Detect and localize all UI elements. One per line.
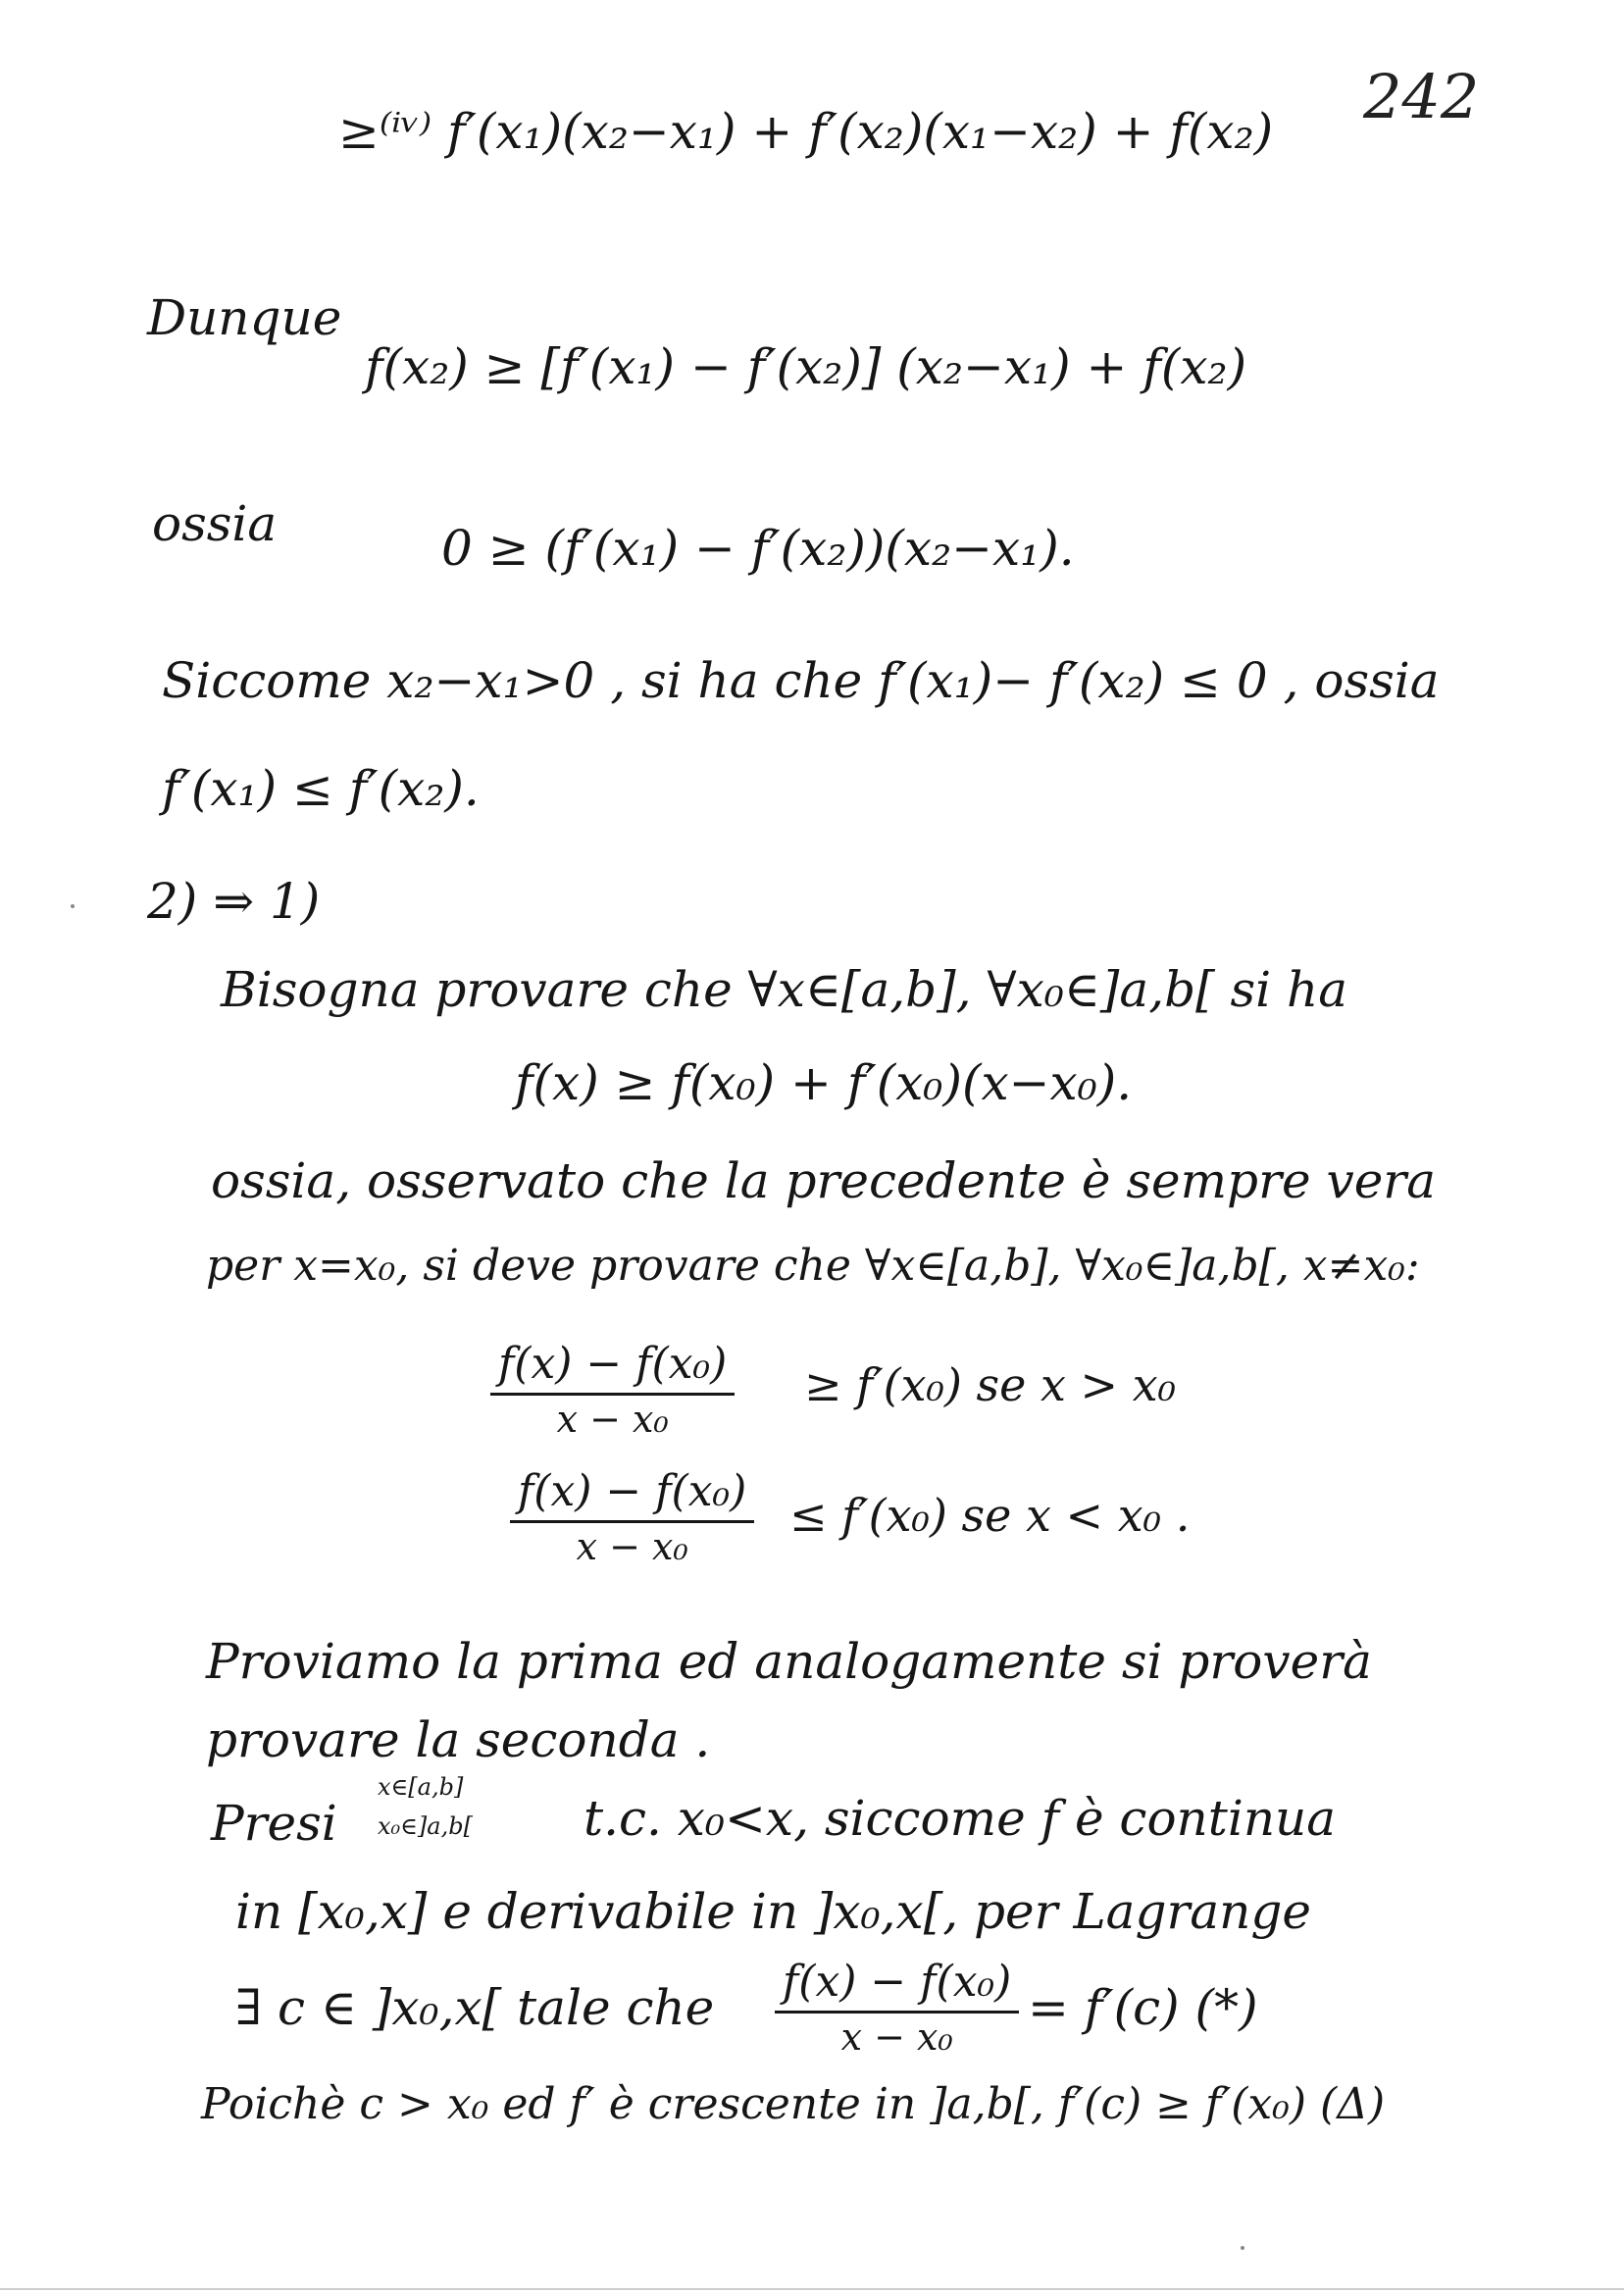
fraction-first (490, 1339, 735, 1441)
inequality-line: ≥⁽ⁱᵛ⁾ f′(x₁)(x₂−x₁) + f′(x₂)(x₁−x₂) + f(x₂) (338, 103, 1274, 160)
fraction-first-relation: ≥ f′(x₀) se x > x₀ (804, 1358, 1177, 1411)
lagrange-line: in [x₀,x] e derivabile in ]x₀,x[, per Lagrange (235, 1883, 1311, 1940)
ossia-osservato-line: ossia, osservato che la precedente è sempre vera (211, 1152, 1436, 1209)
provare-seconda-line: provare la seconda . (206, 1711, 711, 1768)
tangent-inequality: f(x) ≥ f(x₀) + f′(x₀)(x−x₀). (515, 1054, 1133, 1111)
scan-bottom-edge (0, 2288, 1624, 2290)
fraction-second (510, 1466, 754, 1568)
fraction-second-relation: ≤ f′(x₀) se x < x₀ . (789, 1489, 1191, 1542)
dunque-formula: f(x₂) ≥ [f′(x₁) − f′(x₂)] (x₂−x₁) + f(x₂) (365, 338, 1247, 395)
bisogna-line: Bisogna provare che ∀x∈[a,b], ∀x₀∈]a,b[ si ha (221, 961, 1348, 1018)
fraction-second-denominator: x − x₀ (576, 1525, 688, 1568)
ossia-word: ossia (152, 495, 278, 552)
ossia-formula: 0 ≥ (f′(x₁) − f′(x₂))(x₂−x₁). (441, 520, 1075, 577)
poiche-line: Poichè c > x₀ ed f′ è crescente in ]a,b[, f′(c) ≥ f′(x₀) (Δ) (201, 2079, 1386, 2129)
siccome-line: Siccome x₂−x₁>0 , si ha che f′(x₁)− f′(x₂) ≤ 0 , ossia (162, 652, 1440, 709)
fraction-first-denominator: x − x₀ (556, 1398, 669, 1441)
presi-rest: t.c. x₀<x, siccome f è continua (584, 1790, 1337, 1847)
implication-heading: 2) ⇒ 1) (147, 873, 321, 930)
margin-mark (71, 904, 75, 908)
presi-x-domain: x∈[a,b] (378, 1773, 464, 1801)
proviamo-line: Proviamo la prima ed analogamente si proverà (206, 1633, 1372, 1690)
fraction-second-numerator: f(x) − f(x₀) (510, 1466, 754, 1523)
bottom-margin-mark (1241, 2246, 1244, 2250)
conclusion-line: f′(x₁) ≤ f′(x₂). (162, 760, 480, 817)
page-number: 242 (1363, 61, 1480, 132)
presi-word: Presi (211, 1795, 337, 1852)
per-x-line: per x=x₀, si deve provare che ∀x∈[a,b], ∀x₀∈]a,b[, x≠x₀: (206, 1241, 1420, 1291)
exists-c-text: ∃ c ∈ ]x₀,x[ tale che (235, 1979, 715, 2036)
lagrange-fraction-numerator: f(x) − f(x₀) (775, 1957, 1019, 2014)
fraction-first-numerator: f(x) − f(x₀) (490, 1339, 735, 1396)
dunque-word: Dunque (147, 289, 342, 346)
lagrange-fraction-denominator: x − x₀ (840, 2015, 953, 2059)
lagrange-fraction (775, 1957, 1019, 2059)
lagrange-result: = f′(c) (*) (1028, 1979, 1258, 2036)
presi-x0-domain: x₀∈]a,b[ (378, 1812, 473, 1840)
